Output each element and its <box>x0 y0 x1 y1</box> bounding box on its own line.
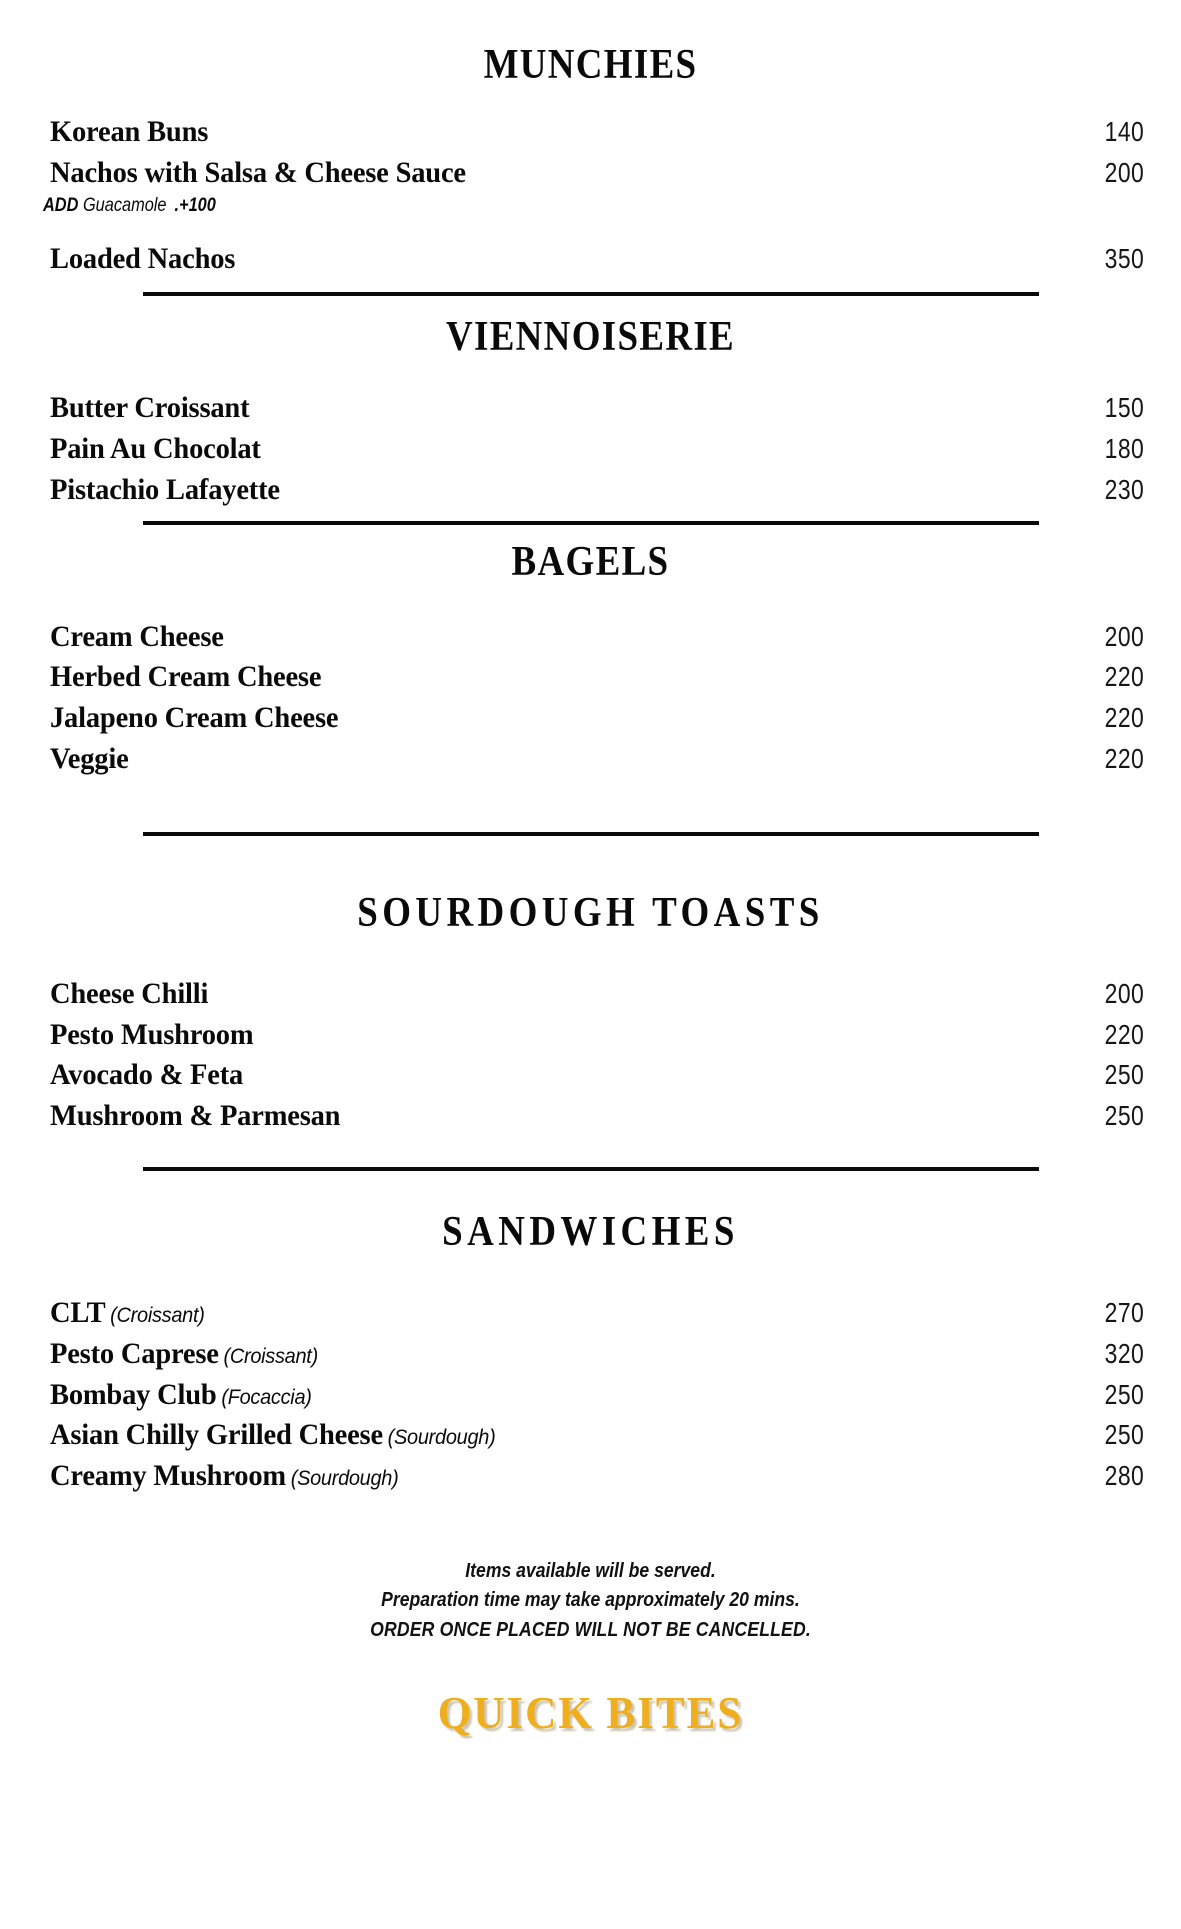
menu-item-price: 320 <box>1104 1337 1144 1369</box>
menu-item-row[interactable] <box>0 617 1181 658</box>
menu-item-row[interactable] <box>0 112 1181 153</box>
menu-item-name: Butter Croissant <box>50 391 250 425</box>
menu-item-name: Loaded Nachos <box>50 242 236 276</box>
menu-item-row[interactable] <box>0 388 1181 429</box>
spacer <box>0 1646 1181 1690</box>
addon-label: ADD <box>43 194 79 216</box>
menu-item-row[interactable] <box>0 1456 1181 1497</box>
spacer <box>0 358 1181 388</box>
menu-item-price: 250 <box>1104 1378 1144 1410</box>
spacer <box>0 780 1181 832</box>
menu-item-price: 220 <box>1104 1018 1144 1050</box>
section-items-munchies <box>0 112 1181 194</box>
menu-item-name: Korean Buns <box>50 115 209 148</box>
menu-item-row[interactable] <box>0 1293 1181 1334</box>
footer-note-availability: Items available will be served. <box>465 1559 716 1582</box>
section-items-viennoiserie <box>0 388 1181 510</box>
menu-item-title: Pesto Caprese <box>50 1336 219 1370</box>
menu-item-row[interactable] <box>0 1375 1181 1416</box>
menu-item-price: 250 <box>1104 1059 1144 1091</box>
section-heading-munchies: MUNCHIES <box>483 42 698 88</box>
menu-item-name: Mushroom & Parmesan <box>50 1099 341 1133</box>
spacer <box>0 0 1181 44</box>
menu-item-name <box>50 1293 205 1334</box>
menu-item-row[interactable] <box>0 1015 1181 1056</box>
menu-item-name: Cheese Chilli <box>50 976 209 1010</box>
menu-item-price: 200 <box>1104 977 1144 1009</box>
menu-item-qualifier: (Croissant) <box>110 1303 205 1327</box>
menu-item-qualifier: (Sourdough) <box>387 1426 496 1450</box>
menu-item-row[interactable] <box>0 1096 1181 1137</box>
section-heading-sourdough-toasts: SOURDOUGH TOASTS <box>357 889 824 936</box>
section-items-sandwiches <box>0 1293 1181 1497</box>
menu-item-price: 220 <box>1104 742 1144 774</box>
menu-item-row[interactable] <box>0 1415 1181 1456</box>
footer-note-prep-time: Preparation time may take approximately 20 mins. <box>381 1589 800 1612</box>
menu-item-title: Asian Chilly Grilled Cheese <box>50 1418 383 1452</box>
section-heading-bagels: BAGELS <box>511 538 670 585</box>
menu-item-row[interactable] <box>0 739 1181 780</box>
menu-item-title: CLT <box>50 1295 106 1329</box>
spacer <box>0 1253 1181 1293</box>
menu-item-price: 250 <box>1104 1419 1144 1451</box>
menu-item-price: 200 <box>1104 156 1144 188</box>
menu-item-row[interactable] <box>0 1334 1181 1375</box>
section-items-munchies-cont <box>0 239 1181 280</box>
spacer <box>0 1497 1181 1557</box>
menu-item-name <box>50 1456 398 1497</box>
menu-item-price: 180 <box>1104 432 1144 464</box>
spacer <box>0 1137 1181 1167</box>
spacer <box>0 1171 1181 1211</box>
menu-item-addon <box>0 194 1016 218</box>
menu-item-name <box>50 1334 318 1375</box>
spacer <box>0 511 1181 521</box>
menu-item-name: Avocado & Feta <box>50 1058 244 1092</box>
spacer <box>0 280 1181 292</box>
spacer <box>0 217 1181 239</box>
menu-item-name: Cream Cheese <box>50 619 224 653</box>
menu-item-row[interactable] <box>0 470 1181 511</box>
section-items-sourdough-toasts <box>0 974 1181 1137</box>
addon-item-name: Guacamole <box>82 194 167 216</box>
menu-item-price: 280 <box>1104 1460 1144 1492</box>
addon-price: .+100 <box>174 194 216 216</box>
section-heading-sandwiches: SANDWICHES <box>442 1208 739 1255</box>
menu-item-name: Veggie <box>50 741 129 775</box>
menu-item-name: Pistachio Lafayette <box>50 472 280 506</box>
menu-item-qualifier: (Sourdough) <box>290 1467 399 1491</box>
menu-item-row[interactable] <box>0 1055 1181 1096</box>
spacer <box>0 86 1181 112</box>
menu-item-price: 270 <box>1104 1296 1144 1328</box>
menu-item-title: Creamy Mushroom <box>50 1459 286 1493</box>
menu-item-price: 140 <box>1104 116 1144 147</box>
footer-notes <box>0 1557 1181 1646</box>
menu-item-name: Nachos with Salsa & Cheese Sauce <box>50 155 466 189</box>
menu-item-name: Herbed Cream Cheese <box>50 660 322 694</box>
brand-logo-quick-bites: QUICK BITES <box>437 1686 744 1738</box>
menu-item-price: 250 <box>1104 1100 1144 1132</box>
spacer <box>0 836 1181 892</box>
menu-item-name: Pesto Mushroom <box>50 1017 254 1051</box>
menu-item-row[interactable] <box>0 698 1181 739</box>
menu-item-row[interactable] <box>0 429 1181 470</box>
menu-item-price: 220 <box>1104 702 1144 734</box>
menu-item-price: 220 <box>1104 661 1144 693</box>
section-items-bagels <box>0 617 1181 780</box>
spacer <box>0 934 1181 974</box>
menu-item-name <box>50 1415 495 1456</box>
menu-item-price: 150 <box>1104 392 1144 424</box>
footer-note-cancellation: ORDER ONCE PLACED WILL NOT BE CANCELLED. <box>370 1619 811 1642</box>
menu-item-price: 350 <box>1104 243 1144 275</box>
menu-item-price: 230 <box>1104 473 1144 505</box>
menu-item-name: Pain Au Chocolat <box>50 431 261 465</box>
menu-item-row[interactable] <box>0 974 1181 1015</box>
spacer <box>0 583 1181 617</box>
menu-item-qualifier: (Focaccia) <box>221 1385 312 1409</box>
menu-item-row[interactable] <box>0 239 1181 280</box>
menu-item-name <box>50 1375 312 1416</box>
menu-item-row[interactable] <box>0 657 1181 698</box>
spacer <box>0 296 1181 316</box>
menu-item-name: Jalapeno Cream Cheese <box>50 701 339 735</box>
menu-item-qualifier: (Croissant) <box>223 1344 318 1368</box>
menu-item-price: 200 <box>1104 620 1144 652</box>
menu-item-title: Bombay Club <box>50 1377 217 1411</box>
section-heading-viennoiserie: VIENNOISERIE <box>445 314 736 361</box>
menu-item-row[interactable] <box>0 153 1181 194</box>
